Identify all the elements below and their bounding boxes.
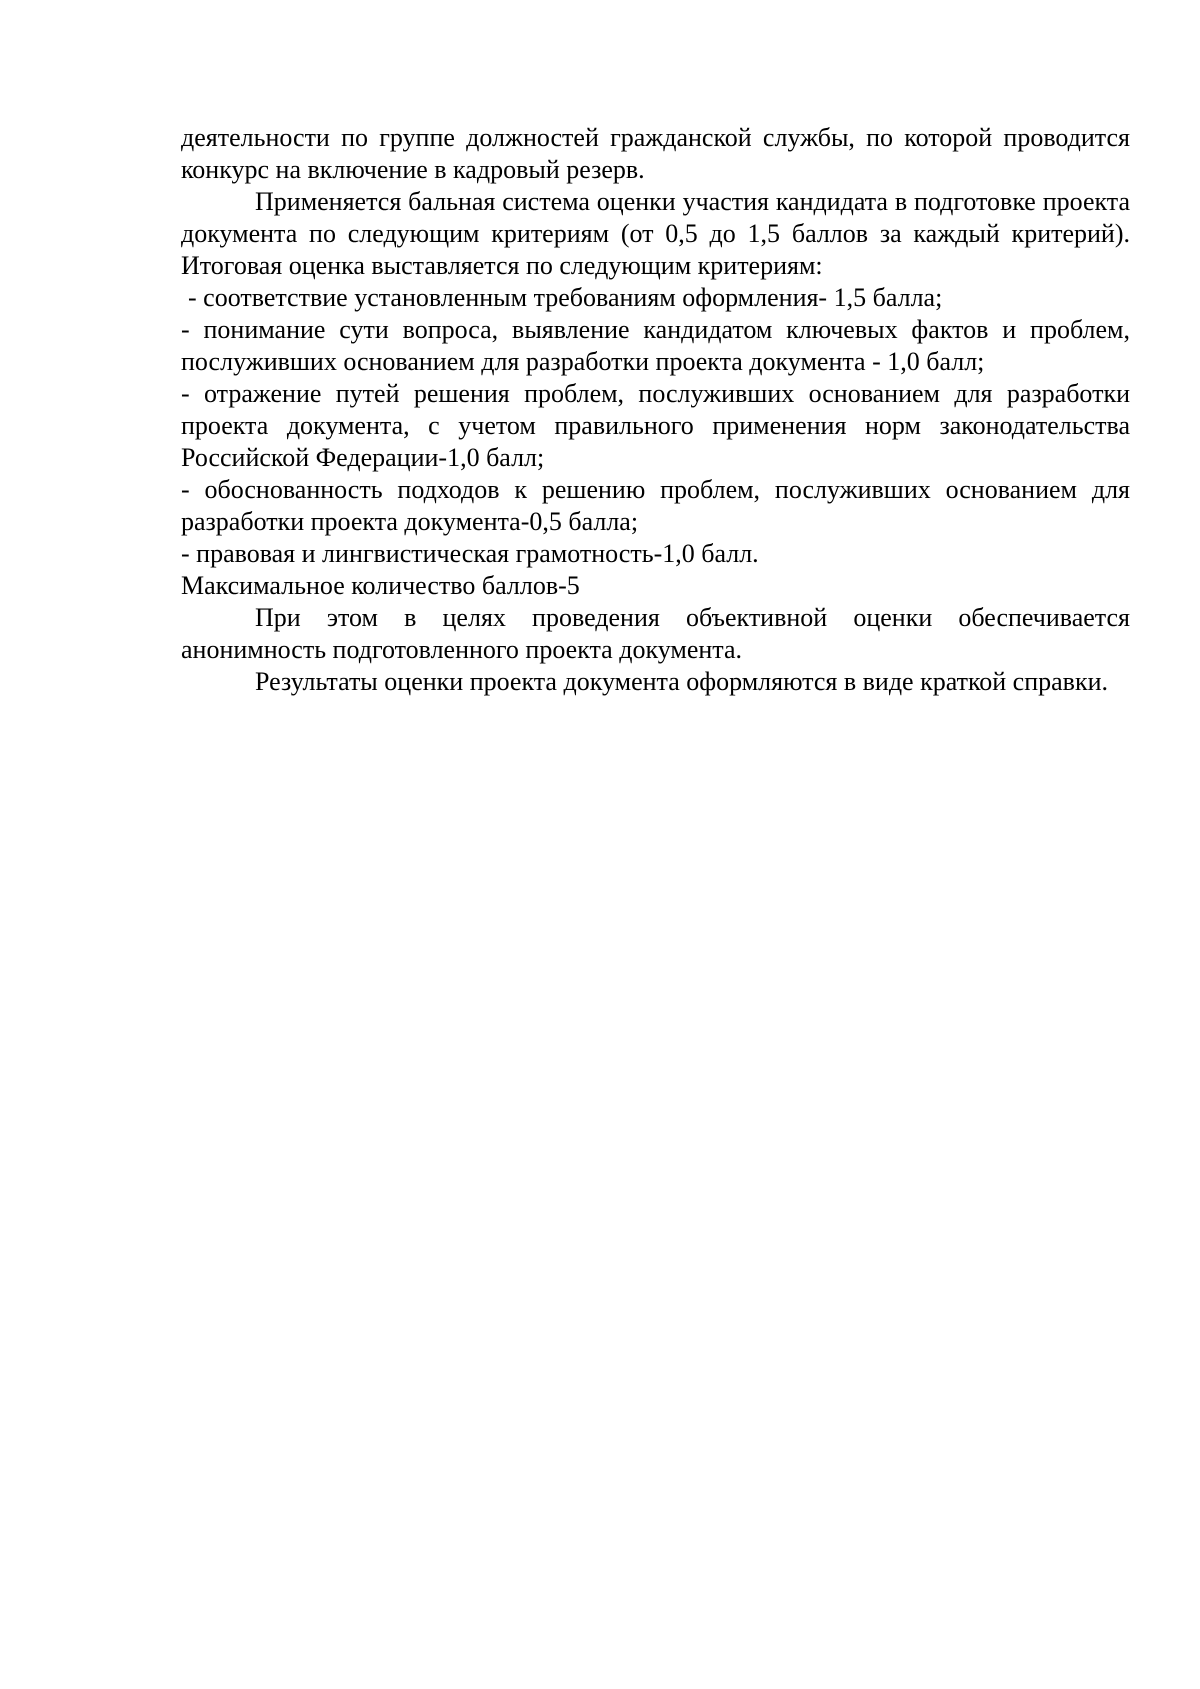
max-score: Максимальное количество баллов-5 [181, 571, 580, 600]
criterion-formatting: - соответствие установленным требованиям оформления- 1,5 балла; [188, 283, 943, 312]
criterion-literacy: - правовая и лингвистическая грамотность-1,0 балл. [181, 539, 759, 568]
criterion-justification: - обоснованность подходов к решению проблем, послуживших основанием для разработки проекта документа-0,5 балла; [181, 475, 1130, 536]
document-body [181, 122, 1130, 698]
paragraph-results: Результаты оценки проекта документа оформляются в виде краткой справки. [255, 667, 1108, 696]
criterion-understanding: - понимание сути вопроса, выявление кандидатом ключевых фактов и проблем, послуживших основанием для разработки проекта документа - 1,0 балл; [181, 315, 1130, 376]
paragraph-scoring-system: Применяется бальная система оценки участия кандидата в подготовке проекта документа по следующим критериям (от 0,5 до 1,5 баллов за каждый критерий). Итоговая оценка выставляется по следующим критериям: [181, 187, 1130, 280]
criterion-solutions: - отражение путей решения проблем, послуживших основанием для разработки проекта документа, с учетом правильного применения норм законодательства Российской Федерации-1,0 балл; [181, 379, 1130, 472]
paragraph-continuation: деятельности по группе должностей гражданской службы, по которой проводится конкурс на включение в кадровый резерв. [181, 123, 1130, 184]
paragraph-anonymity: При этом в целях проведения объективной оценки обеспечивается анонимность подготовленного проекта документа. [181, 603, 1130, 664]
